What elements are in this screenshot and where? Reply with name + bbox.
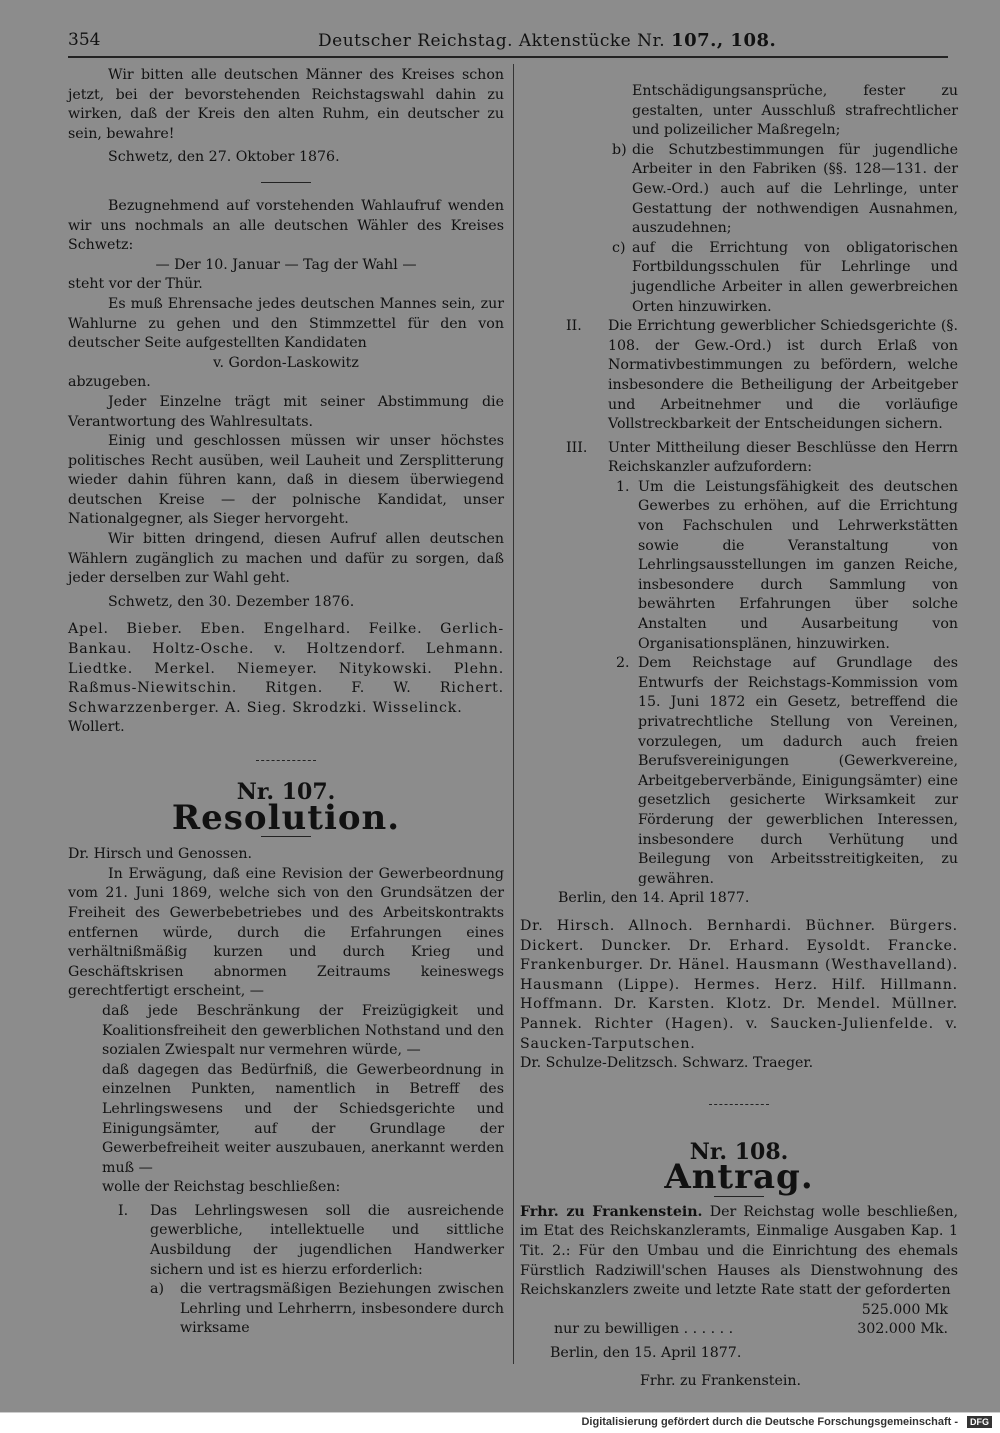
appeal-paragraph: Wir bitten alle deutschen Männer des Kreises schon jetzt, bei der bevorstehenden Reichstagswahl dahin zu wirken, daß der Kreis den alten Ruhm, ein deutscher zu sein, bewahre! [68,67,504,142]
resolution-subitem [520,478,958,654]
resolve-line: wolle der Reichstag beschließen: [102,1179,341,1196]
separator [709,1104,769,1105]
signatories: Apel. Bieber. Eben. Engelhard. Feilke. Gerlich-Bankau. Holtz-Osche. v. Holtzendorf. Lehmann. Liedtke. Merkel. Niemeyer. Nitykowski. Plehn. Raßmus-Niewitschin. Ritgen. F. W. Richert. Schwarzzenberger. A. Sieg. Skrodzki. Wisselinck. [68,621,504,716]
signatories: Dr. Hirsch. Allnoch. Bernhardi. Büchner. Bürgers. Dickert. Duncker. Dr. Erhard. Eysoldt. Francke. Frankenburger. Dr. Hänel. Hausmann (Westhavelland). Hausmann (Lippe). Hermes. Herz. Hilf. Hillmann. Hoffmann. Dr. Karsten. Klotz. Dr. Mendel. Müllner. Pannek. Richter (Hagen). v. Saucken-Julienfelde. v. Saucken-Tarputschen. [520,917,958,1052]
appeal-paragraph: Bezugnehmend auf vorstehenden Wahlaufruf wenden wir uns nochmals an alle deutschen Wähler des Kreises Schwetz: [68,197,504,254]
amount-requested-line [520,1301,958,1321]
running-title-text: Deutscher Reichstag. Aktenstücke Nr. [318,31,672,51]
approve-label: nur zu bewilligen . . . . . . [554,1321,734,1338]
resolution-subitem [520,82,958,141]
document-title: Antrag. [664,1157,814,1198]
date-line: Schwetz, den 30. Dezember 1876. [108,593,355,610]
resolution-subitem [520,141,958,239]
item-number: II. [566,318,582,335]
movers: Dr. Hirsch und Genossen. [68,846,253,863]
item-text: auf die Errichtung von obligatorischen Fortbildungsschulen für Lehrlinge und jugendliche Arbeiter in allen gewerbreichen Orten hinzuwirken. [632,239,958,315]
item-text: Das Lehrlingswesen soll die ausreichende gewerbliche, intellektuelle und sittliche Ausbildung der jugendlichen Handwerker sichern und ist es hierzu erforderlich: [150,1202,504,1278]
item-number: 2. [616,655,630,672]
item-text: Unter Mittheilung dieser Beschlüsse den Herrn Reichskanzler aufzufordern: [608,439,958,476]
document-title: Resolution. [171,797,401,838]
resolution-item [520,439,958,478]
preamble-paragraph: In Erwägung, daß eine Revision der Gewerbeordnung vom 21. Juni 1869, welche sich von den Grundsätzen der Freiheit des Gewerbebetriebes und des Arbeitskontrakts entfernen würde, durch die Erfahrungen eines verhältnißmäßig kurzen und durch Krieg und Geschäftskrisen abnormen Zeitraums keineswegs gerechtfertigt erscheint, — [68,865,504,1000]
motion-text [520,1203,958,1301]
motion-author: Frhr. zu Frankenstein. [520,1203,703,1220]
text-line: abzugeben. [68,374,151,391]
item-number: c) [612,239,626,256]
left-column [68,66,504,1339]
signatory-last: Dr. Schulze-Delitzsch. Schwarz. Traeger. [520,1055,814,1072]
resolution-subitem [520,239,958,317]
election-day: — Der 10. Januar — Tag der Wahl — [155,256,417,273]
item-number: a) [150,1281,164,1298]
amount-approved-line [520,1320,958,1340]
item-text: die vertragsmäßigen Beziehungen zwischen Lehrling und Lehrherrn, insbesondere durch wirksame [180,1281,504,1337]
preamble-paragraph: daß dagegen das Bedürfniß, die Gewerbeordnung in einzelnen Punkten, namentlich in Betreff des Lehrlingswesens und der Schiedsgerichte und Einigungsämter, auf der Grundlage der Gewerbefreiheit weiter auszubauen, anerkannt werden muß — [102,1061,504,1176]
item-number: I. [118,1202,129,1219]
running-title-numbers: 107., 108. [671,30,777,51]
date-line: Berlin, den 15. April 1877. [550,1345,742,1362]
item-text: Dem Reichstage auf Grundlage des Entwurfs der Reichstags-Kommission vom 15. Juni 1872 ein Gesetz, betreffend die privatrechtliche Stellung von Vereinen, vorzulegen, um dadurch auch freien Berufsvereinigungen (Gewerkvereine, Arbeitgeberverbände, Einigungsämter) eine gesetzlich gesicherte Wirksamkeit zur Förderung der gewerblichen Interessen, insbesondere durch Verhütung und Beilegung von Arbeitsstreitigkeiten, zu gewähren. [638,655,958,887]
appeal-paragraph: Jeder Einzelne trägt mit seiner Abstimmung die Verantwortung des Wahlresultats. [68,393,504,430]
signature: Frhr. zu Frankenstein. [640,1372,802,1389]
resolution-item [520,317,958,435]
item-text: die Schutzbestimmungen für jugendliche Arbeiter in den Fabriken (§§. 128—131. der Gew.-Ord.) auch auf die Lehrlinge, unter Gestattung der nothwendigen Ausnahmen, auszudehnen; [632,141,958,237]
signatory-last: Wollert. [68,719,125,736]
date-line: Berlin, den 14. April 1877. [558,890,750,907]
running-head [68,30,948,56]
amount-approved: 302.000 Mk. [857,1321,948,1338]
appeal-paragraph: Es muß Ehrensache jedes deutschen Mannes sein, zur Wahlurne zu gehen und den Stimmzettel für den von deutscher Seite aufgestellten Kandidaten [68,295,504,352]
separator [261,182,311,183]
item-number: 1. [616,478,630,495]
text-line: steht vor der Thür. [68,276,203,293]
column-divider [513,64,514,1364]
item-number: III. [566,439,588,456]
page-number: 354 [68,30,101,50]
resolution-item [68,1202,504,1280]
amount-requested: 525.000 Mk [861,1301,948,1318]
resolution-subitem [68,1280,504,1339]
separator [256,760,316,761]
preamble-paragraph: daß jede Beschränkung der Freizügigkeit und Koalitionsfreiheit den gewerblichen Nothstand und den sozialen Zwiespalt nur vermehren würde, — [102,1002,504,1059]
item-text: Entschädigungsansprüche, fester zu gestalten, unter Ausschluß strafrechtlicher und polizeilicher Maßregeln; [632,83,958,139]
date-line: Schwetz, den 27. Oktober 1876. [108,149,340,166]
header-rule [68,56,948,58]
document-number: Nr. 107. [236,779,336,805]
running-title [318,30,776,51]
document-number: Nr. 108. [689,1138,789,1165]
motion-body: Der Reichstag wolle beschließen, im Etat des Reichskanzleramts, Einmalige Ausgaben Kap. 1 Tit. 2.: Für den Umbau und die Einrichtung des ehemals Fürstlich Radziwill'schen Hauses als Dienstwohnung des Reichskanzlers zweite und letzte Rate statt der geforderten [520,1203,959,1299]
item-text: Um die Leistungsfähigkeit des deutschen Gewerbes zu erhöhen, auf die Errichtung von Fachschulen und Lehrwerkstätten sowie die Veranstaltung von Lehrlingsausstellungen im ganzen Reiche, insbesondere durch Sammlung von bewährten Erfahrungen über solche Anstalten und Ausarbeitung von Organisationsplänen, hinzuwirken. [638,478,958,652]
item-text: Die Errichtung gewerblicher Schiedsgerichte (§. 108. der Gew.-Ord.) ist durch Erlaß von Normativbestimmungen zu befördern, welche insbesondere die Betheiligung der Arbeitgeber und Arbeitnehmer und die vorläufige Vollstreckbarkeit der Entscheidungen sichern. [608,318,958,433]
footer-bar [0,1412,1000,1433]
dfg-logo: DFG [967,1416,992,1428]
candidate-name: v. Gordon-Laskowitz [213,354,359,371]
resolution-subitem [520,654,958,889]
appeal-paragraph: Einig und geschlossen müssen wir unser höchstes politisches Recht ausüben, weil Lauheit und Zersplitterung wieder dahin führen kann, daß in diesem überwiegend deutschen Kreise — der polnische Kandidat, unser Nationalgegner, als Sieger hervorgeht. [68,433,504,528]
right-column [520,82,958,1391]
funding-credit: Digitalisierung gefördert durch die Deutsche Forschungsgemeinschaft - [581,1416,958,1428]
appeal-paragraph: Wir bitten dringend, diesen Aufruf allen deutschen Wählern zugänglich zu machen und dafür zu sorgen, daß jeder derselben zur Wahl geht. [68,531,504,587]
item-number: b) [612,141,627,158]
